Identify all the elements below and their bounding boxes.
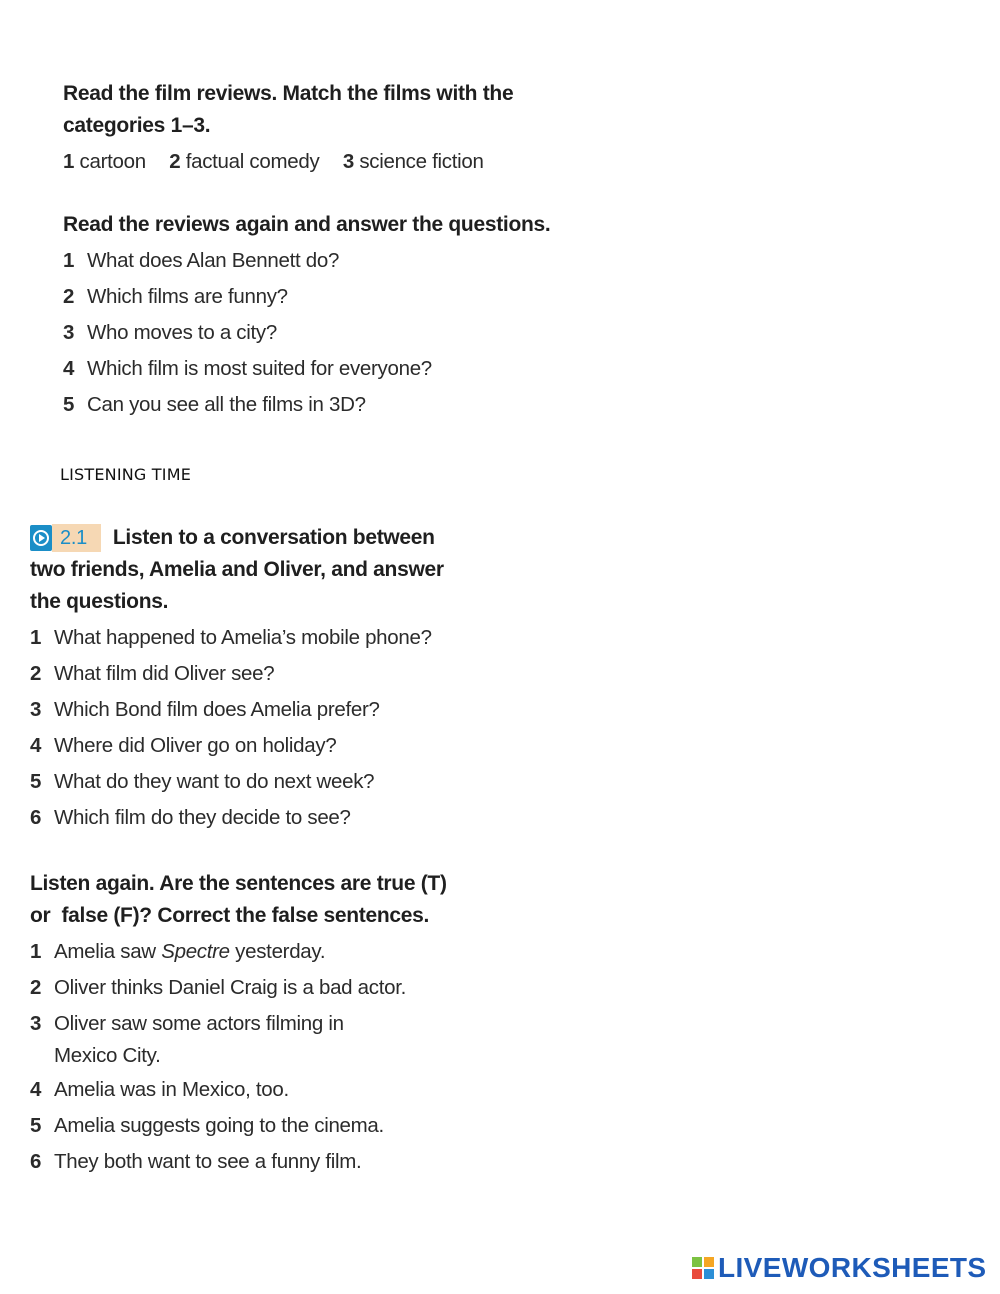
item-text — [54, 934, 550, 970]
item-number: 5 — [30, 1114, 42, 1137]
item-text: Which film is most suited for everyone? — [87, 357, 432, 380]
item-number: 2 — [63, 285, 75, 308]
list-item — [63, 243, 583, 279]
item-text: What do they want to do next week? — [54, 770, 375, 793]
list-item — [30, 1072, 550, 1108]
item-number: 3 — [30, 698, 42, 721]
category-label: cartoon — [79, 150, 146, 173]
section-match-films — [63, 78, 583, 178]
instruction-line: two friends, Amelia and Oliver, and answer — [30, 558, 444, 581]
item-number: 3 — [63, 321, 75, 344]
list-item — [30, 1144, 550, 1180]
item-text: Can you see all the films in 3D? — [87, 393, 366, 416]
instruction-line: categories 1–3. — [63, 114, 211, 137]
item-text-line: Mexico City. — [54, 1044, 161, 1067]
item-text: Oliver thinks Daniel Craig is a bad actor. — [54, 976, 407, 999]
item-text: Where did Oliver go on holiday? — [54, 734, 337, 757]
item-number: 1 — [30, 626, 42, 649]
list-item — [63, 351, 583, 387]
item-number: 5 — [30, 770, 42, 793]
item-text: What happened to Amelia’s mobile phone? — [54, 626, 432, 649]
category-number: 1 — [63, 150, 75, 173]
instruction-listening — [30, 522, 550, 618]
item-text: Amelia suggests going to the cinema. — [54, 1114, 384, 1137]
category-number: 2 — [169, 150, 181, 173]
item-text: They both want to see a funny film. — [54, 1150, 362, 1173]
item-number: 6 — [30, 806, 42, 829]
item-number: 4 — [30, 734, 42, 757]
instruction-text: Listen to a conversation between — [112, 526, 435, 549]
list-item — [30, 620, 550, 656]
item-number: 4 — [30, 1078, 42, 1101]
category-list — [63, 146, 583, 178]
item-text: What does Alan Bennett do? — [87, 249, 340, 272]
item-text: Which films are funny? — [87, 285, 288, 308]
liveworksheets-logo-icon — [692, 1257, 714, 1279]
list-item — [30, 692, 550, 728]
instruction-true-false — [30, 868, 550, 932]
item-number: 5 — [63, 393, 75, 416]
item-number: 4 — [63, 357, 75, 380]
audio-track-button[interactable] — [30, 524, 101, 552]
item-number: 2 — [30, 662, 42, 685]
category-number: 3 — [342, 150, 354, 173]
item-text: Who moves to a city? — [87, 321, 277, 344]
instruction-review-questions: Read the reviews again and answer the questions. — [63, 213, 551, 236]
list-item — [30, 1108, 550, 1144]
list-item — [30, 656, 550, 692]
item-number: 1 — [63, 249, 75, 272]
item-text-line: Oliver saw some actors filming in — [54, 1012, 344, 1035]
item-number: 1 — [30, 940, 42, 963]
item-text — [54, 1008, 550, 1072]
play-icon[interactable] — [30, 525, 52, 551]
instruction-line: Read the film reviews. Match the films with the — [63, 82, 514, 105]
item-number: 6 — [30, 1150, 42, 1173]
list-item — [63, 315, 583, 351]
item-text: Which Bond film does Amelia prefer? — [54, 698, 380, 721]
category-label: science fiction — [359, 150, 484, 173]
item-number: 3 — [30, 1012, 42, 1035]
instruction-line: Listen again. Are the sentences are true (T) — [30, 872, 447, 895]
listening-time-label: LISTENING TIME — [60, 465, 192, 484]
instruction-match-films — [63, 78, 583, 142]
list-item — [30, 934, 550, 970]
list-item — [63, 279, 583, 315]
item-text: What film did Oliver see? — [54, 662, 275, 685]
list-item — [30, 1008, 550, 1072]
item-text: Which film do they decide to see? — [54, 806, 351, 829]
logo-wordmark: LIVEWORKSHEETS — [718, 1252, 987, 1283]
list-item — [30, 728, 550, 764]
liveworksheets-logo — [692, 1252, 987, 1284]
instruction-line — [30, 522, 550, 554]
category-label: factual comedy — [185, 150, 320, 173]
item-text-part: Amelia saw — [54, 940, 162, 963]
instruction-line: the questions. — [30, 590, 169, 613]
list-item — [30, 970, 550, 1006]
item-number: 2 — [30, 976, 42, 999]
list-item — [63, 387, 583, 423]
audio-track-number: 2.1 — [52, 524, 101, 552]
section-review-questions — [63, 209, 583, 423]
section-listening-questions — [30, 522, 550, 836]
film-title: Spectre — [161, 940, 230, 963]
list-item — [30, 764, 550, 800]
list-item — [30, 800, 550, 836]
item-text: Amelia was in Mexico, too. — [54, 1078, 289, 1101]
instruction-line: or false (F)? Correct the false sentences. — [30, 904, 430, 927]
section-true-false — [30, 868, 550, 1180]
item-text-part: yesterday. — [229, 940, 326, 963]
